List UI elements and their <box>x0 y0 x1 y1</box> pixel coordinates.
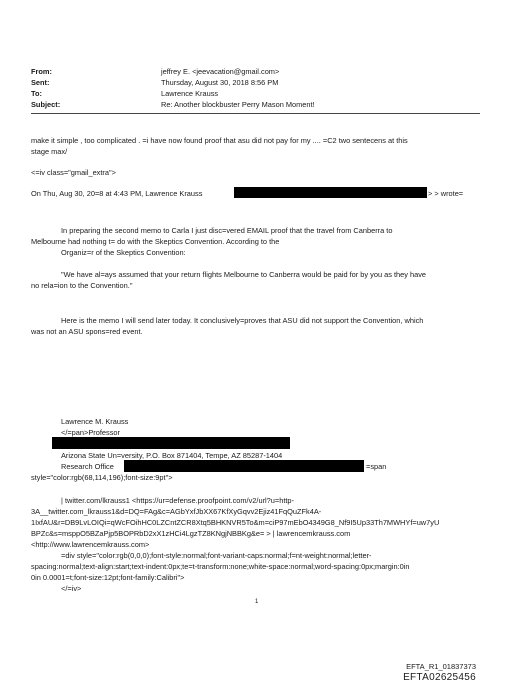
para1-line-2: Melbourne had nothing t= do with the Skeptics Convention. According to the <box>31 237 280 246</box>
quote-intro: On Thu, Aug 30, 20=8 at 4:43 PM, Lawrence Krauss <box>31 189 203 198</box>
div-style-line-4: </=iv> <box>61 584 82 593</box>
para1-line-1: In preparing the second memo to Carla I just disc=vered EMAIL proof that the travel from Canberra to <box>61 226 393 235</box>
twitter-line-2: 3A__twitter.com_lkrauss1&d=DQ=FAg&c=AGbYxfJbXX67KfXyGqvv2Ejiz41FqQuZFk4A- <box>31 507 322 516</box>
header-divider <box>31 113 480 114</box>
sent-label: Sent: <box>31 78 50 87</box>
twitter-line-5: <http://www.lawrencemkrauss.com> <box>31 540 150 549</box>
quote-intro-end: > > wrote= <box>428 189 464 198</box>
signature-office: Research Office <box>61 462 114 471</box>
twitter-line-4: BPZc&s=msppO5BZaPjp5BOPRbD2xX1zHCi4LgzTZ8KNgjNBBKg&e= > | lawrencemkrauss.com <box>31 529 351 538</box>
page-number: 1 <box>255 599 259 605</box>
signature-address: Arizona State Un=versity, P.O. Box 871404, Tempe, AZ 85287-1404 <box>61 451 283 460</box>
twitter-line-1: | twitter.com/lkrauss1 <https://ur=defense.proofpoint.com/v2/url?u=http- <box>61 496 294 505</box>
footer-id-large: EFTA02625456 <box>403 672 476 683</box>
to-label: To: <box>31 89 42 98</box>
signature-title: </=pan>Professor <box>61 428 120 437</box>
para1-line-3: Organiz=r of the Skeptics Convention: <box>61 248 186 257</box>
sent-value: Thursday, August 30, 2018 8:56 PM <box>161 78 279 87</box>
subject-value: Re: Another blockbuster Perry Mason Moment! <box>161 100 315 109</box>
div-style-line-2: spacing:normal;text-align:start;text-indent:0px;te=t-transform:none;white-space:normal;word-spacing:0px;margin:0in <box>31 562 410 571</box>
body-line-3: <=iv class="gmail_extra"> <box>31 168 116 177</box>
quote-line-2: no rela=ion to the Convention." <box>31 281 133 290</box>
subject-label: Subject: <box>31 100 61 109</box>
email-header <box>31 67 491 112</box>
body-line-2: stage max/ <box>31 147 68 156</box>
footer-id-small: EFTA_R1_01837373 <box>406 662 476 671</box>
redaction-bar-signature <box>52 437 290 449</box>
body-line-1: make it simple , too complicated . =i have now found proof that asu did not pay for my .... =C2 two sentecens at this <box>31 136 408 145</box>
div-style-line-3: 0in 0.0001=t;font-size:12pt;font-family:Calibri"> <box>31 573 185 582</box>
from-label: From: <box>31 67 52 76</box>
signature-style-attr: style="color:rgb(68,114,196);font-size:9pt"> <box>31 473 173 482</box>
twitter-line-3: 1IxfAU&r=DB9LvLOIQi=qWcFOihHC0LZCntZCR8Xtq5BHKNVR5To&m=ciP97mEbO4349G8_Nf9I5Up33Th7MWHYf=uw7yU <box>31 518 440 527</box>
redaction-bar-email <box>234 187 427 198</box>
from-value: jeffrey E. <jeevacation@gmail.com> <box>161 67 280 76</box>
signature-span-tag: =span <box>366 462 387 471</box>
to-value: Lawrence Krauss <box>161 89 219 98</box>
quote-line-1: "We have al=ays assumed that your return flights Melbourne to Canberra would be paid for by you as they have <box>61 270 427 279</box>
div-style-line-1: =div style="color:rgb(0,0,0);font-style:normal;font-variant-caps:normal;f=nt-weight:normal;letter- <box>61 551 372 560</box>
redaction-bar-office <box>124 460 364 472</box>
para2-line-2: was not an ASU spons=red event. <box>31 327 143 336</box>
para2-line-1: Here is the memo I will send later today. It conclusively=proves that ASU did not support the Convention, which <box>61 316 424 325</box>
signature-name: Lawrence M. Krauss <box>61 417 129 426</box>
